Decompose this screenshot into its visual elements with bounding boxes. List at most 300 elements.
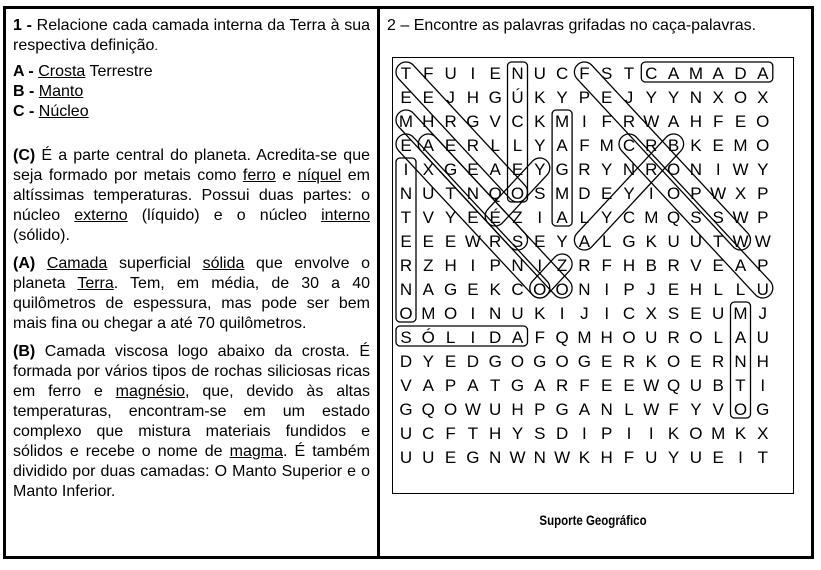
grid-letter[interactable]: B	[645, 256, 657, 275]
grid-letter[interactable]: E	[712, 256, 724, 275]
grid-letter[interactable]: H	[689, 112, 703, 131]
grid-letter[interactable]: F	[623, 448, 635, 467]
grid-letter[interactable]: E	[467, 160, 479, 179]
grid-letter[interactable]: M	[711, 424, 726, 443]
grid-letter[interactable]: R	[622, 352, 636, 371]
grid-letter[interactable]: I	[626, 424, 632, 443]
grid-letter[interactable]: E	[601, 184, 613, 203]
grid-letter[interactable]: O	[555, 280, 569, 299]
grid-letter[interactable]: T	[713, 232, 724, 251]
grid-letter[interactable]: O	[666, 184, 681, 203]
grid-letter[interactable]: F	[579, 136, 590, 155]
grid-letter[interactable]: X	[422, 160, 434, 179]
grid-letter[interactable]: L	[601, 232, 612, 251]
grid-letter[interactable]: U	[645, 448, 658, 467]
grid-letter[interactable]: D	[466, 352, 480, 371]
grid-letter[interactable]: Y	[690, 400, 702, 419]
grid-letter[interactable]: M	[398, 112, 414, 131]
grid-letter[interactable]: T	[400, 64, 412, 83]
grid-letter[interactable]: Y	[757, 160, 769, 179]
grid-letter[interactable]: H	[600, 328, 613, 347]
grid-letter[interactable]: H	[689, 280, 703, 299]
grid-letter[interactable]: W	[754, 232, 771, 251]
grid-letter[interactable]: N	[622, 160, 636, 179]
grid-letter[interactable]: S	[667, 304, 680, 323]
grid-letter[interactable]: L	[579, 208, 590, 227]
grid-letter[interactable]: P	[757, 184, 769, 203]
grid-letter[interactable]: I	[648, 184, 654, 203]
grid-letter[interactable]: O	[689, 424, 703, 443]
grid-letter[interactable]: H	[466, 88, 480, 107]
grid-letter[interactable]: M	[733, 304, 748, 323]
grid-letter[interactable]: C	[622, 208, 636, 227]
grid-letter[interactable]: D	[555, 424, 569, 443]
grid-letter[interactable]: S	[712, 208, 724, 227]
grid-letter[interactable]: U	[689, 376, 703, 395]
grid-letter[interactable]: H	[489, 424, 502, 443]
q1-period: .	[154, 38, 159, 53]
grid-letter[interactable]: F	[423, 64, 434, 83]
grid-letter[interactable]: C	[555, 64, 569, 83]
grid-letter[interactable]: A	[734, 256, 747, 275]
grid-letter[interactable]: U	[444, 64, 457, 83]
grid-letter[interactable]: Y	[601, 208, 613, 227]
grid-letter[interactable]: L	[713, 280, 723, 299]
grid-letter[interactable]: T	[445, 184, 456, 203]
grid-letter[interactable]: X	[645, 304, 657, 323]
grid-letter[interactable]: A	[511, 328, 524, 347]
grid-letter[interactable]: L	[445, 328, 456, 347]
grid-letter[interactable]: M	[555, 184, 570, 203]
grid-letter[interactable]: X	[712, 88, 724, 107]
grid-letter[interactable]: N	[511, 64, 524, 83]
grid-letter[interactable]: G	[488, 88, 502, 107]
grid-letter[interactable]: É	[489, 208, 501, 227]
grid-letter[interactable]: Y	[444, 208, 457, 227]
grid-letter[interactable]: Q	[555, 328, 569, 347]
grid-letter[interactable]: E	[601, 376, 613, 395]
grid-letter[interactable]: E	[690, 304, 702, 323]
grid-letter[interactable]: D	[489, 328, 502, 347]
grid-letter[interactable]: R	[578, 160, 591, 179]
grid-letter[interactable]: F	[445, 424, 456, 443]
grid-letter[interactable]: K	[489, 280, 501, 299]
grid-letter[interactable]: E	[444, 232, 457, 251]
grid-letter[interactable]: K	[534, 88, 546, 107]
grid-letter[interactable]: P	[444, 376, 457, 395]
grid-letter[interactable]: K	[690, 136, 702, 155]
grid-letter[interactable]: E	[467, 208, 479, 227]
grid-letter[interactable]: T	[490, 376, 501, 395]
grid-letter[interactable]: R	[667, 256, 680, 275]
grid-letter[interactable]: U	[712, 304, 725, 323]
grid-letter[interactable]: W	[643, 400, 660, 419]
grid-letter[interactable]: D	[399, 352, 413, 371]
grid-letter[interactable]: R	[555, 376, 569, 395]
grid-letter[interactable]: W	[464, 400, 481, 419]
grid-letter[interactable]: O	[733, 88, 748, 107]
grid-letter[interactable]: A	[422, 136, 434, 155]
grid-letter[interactable]: O	[666, 352, 681, 371]
grid-letter[interactable]: Y	[667, 88, 680, 107]
grid-letter[interactable]: K	[645, 232, 657, 251]
grid-letter[interactable]: H	[422, 112, 435, 131]
grid-letter[interactable]: N	[600, 400, 613, 419]
grid-letter[interactable]: D	[734, 64, 747, 83]
grid-letter[interactable]: U	[667, 232, 680, 251]
grid-letter[interactable]: Q	[666, 208, 681, 227]
grid-letter[interactable]: E	[400, 232, 412, 251]
grid-letter[interactable]: U	[533, 64, 546, 83]
grid-letter[interactable]: G	[533, 352, 547, 371]
grid-letter[interactable]: W	[509, 448, 526, 467]
grid-letter[interactable]: E	[601, 88, 613, 107]
grid-letter[interactable]: O	[756, 136, 770, 155]
grid-letter[interactable]: G	[488, 352, 502, 371]
definition-label: (A)	[13, 255, 36, 272]
grid-letter[interactable]: U	[645, 328, 658, 347]
grid-letter[interactable]: O	[733, 400, 748, 419]
grid-letter[interactable]: H	[511, 400, 524, 419]
grid-letter[interactable]: L	[735, 280, 746, 299]
grid-letter[interactable]: I	[403, 160, 409, 179]
grid-letter[interactable]: M	[577, 328, 592, 347]
grid-letter[interactable]: I	[648, 424, 654, 443]
grid-letter[interactable]: K	[667, 424, 680, 443]
grid-letter[interactable]: I	[470, 64, 476, 83]
grid-letter[interactable]: I	[604, 304, 610, 323]
grid-letter[interactable]: U	[422, 184, 435, 203]
grid-letter[interactable]: M	[733, 136, 748, 155]
grid-letter[interactable]: L	[624, 400, 634, 419]
grid-letter[interactable]: E	[444, 448, 457, 467]
grid-letter[interactable]: U	[399, 448, 413, 467]
grid-letter[interactable]: S	[534, 424, 546, 443]
grid-letter[interactable]: I	[470, 328, 476, 347]
grid-letter[interactable]: G	[555, 400, 569, 419]
grid-letter[interactable]: K	[534, 112, 546, 131]
grid-letter[interactable]: P	[690, 184, 702, 203]
grid-letter[interactable]: F	[668, 400, 679, 419]
grid-letter[interactable]: R	[444, 112, 457, 131]
grid-letter[interactable]: R	[622, 112, 636, 131]
option-0	[13, 62, 370, 82]
grid-letter[interactable]: G	[399, 400, 413, 419]
grid-letter[interactable]: N	[399, 184, 413, 203]
grid-letter[interactable]: V	[400, 376, 412, 395]
grid-letter[interactable]: J	[758, 304, 768, 323]
word-search-grid[interactable]	[392, 57, 794, 494]
grid-letter[interactable]: C	[645, 64, 658, 83]
grid-letter[interactable]: G	[510, 376, 525, 395]
grid-letter[interactable]: G	[555, 160, 569, 179]
grid-letter[interactable]: W	[643, 376, 660, 395]
grid-letter[interactable]: I	[559, 304, 565, 323]
grid-letter[interactable]: N	[689, 88, 703, 107]
grid-letter[interactable]: E	[400, 88, 412, 107]
grid-letter[interactable]: E	[489, 64, 501, 83]
grid-letter[interactable]: Y	[556, 232, 568, 251]
definition-1	[13, 254, 370, 334]
grid-letter[interactable]: S	[601, 64, 613, 83]
grid-letter[interactable]: T	[467, 424, 479, 443]
grid-letter[interactable]: W	[732, 208, 749, 227]
grid-letter[interactable]: N	[689, 160, 703, 179]
grid-letter[interactable]: G	[622, 232, 636, 251]
grid-letter[interactable]: A	[489, 160, 501, 179]
grid-letter[interactable]: C	[422, 424, 435, 443]
grid-letter[interactable]: P	[534, 400, 546, 419]
grid-letter[interactable]: N	[734, 352, 747, 371]
grid-letter[interactable]: A	[667, 64, 680, 83]
grid-letter[interactable]: K	[578, 448, 591, 467]
grid-letter[interactable]: C	[622, 304, 636, 323]
grid-letter[interactable]: E	[712, 448, 724, 467]
grid-letter[interactable]: O	[510, 352, 525, 371]
grid-letter[interactable]: J	[624, 88, 634, 107]
grid-letter[interactable]: E	[623, 376, 635, 395]
grid-letter[interactable]: U	[689, 232, 703, 251]
grid-letter[interactable]: R	[645, 136, 658, 155]
grid-letter[interactable]: E	[511, 160, 524, 179]
grid-letter[interactable]: R	[645, 160, 658, 179]
grid-letter[interactable]: E	[400, 136, 412, 155]
grid-letter[interactable]: I	[537, 208, 543, 227]
grid-letter[interactable]: H	[600, 448, 613, 467]
grid-letter[interactable]: V	[690, 256, 702, 275]
grid-letter[interactable]: F	[601, 256, 612, 275]
grid-letter[interactable]: F	[579, 376, 590, 395]
grid-letter[interactable]: I	[604, 280, 610, 299]
grid-letter[interactable]: J	[580, 304, 589, 323]
grid-letter[interactable]: F	[713, 112, 724, 131]
grid-letter[interactable]: R	[466, 136, 480, 155]
grid-letter[interactable]: U	[511, 304, 524, 323]
grid-letter[interactable]: C	[622, 136, 636, 155]
grid-letter[interactable]: A	[712, 64, 724, 83]
grid-letter[interactable]: R	[712, 352, 725, 371]
grid-letter[interactable]: Q	[666, 376, 681, 395]
grid-letter[interactable]: M	[555, 112, 570, 131]
grid-letter[interactable]: U	[756, 280, 769, 299]
grid-letter[interactable]: I	[470, 256, 476, 275]
grid-letter[interactable]: C	[511, 280, 524, 299]
grid-letter[interactable]: R	[489, 232, 502, 251]
grid-letter[interactable]: A	[467, 376, 479, 395]
grid-letter[interactable]: T	[757, 448, 768, 467]
grid-letter[interactable]: A	[422, 280, 434, 299]
definition-text: Camada viscosa logo abaixo da crosta. É formada por vários tipos de rochas siliciosas ricas em ferro e	[13, 343, 370, 400]
grid-letter[interactable]: T	[400, 208, 412, 227]
grid-letter[interactable]: I	[470, 304, 476, 323]
grid-letter[interactable]: P	[489, 256, 501, 275]
grid-letter[interactable]: A	[534, 376, 546, 395]
grid-letter[interactable]: K	[534, 304, 546, 323]
grid-letter[interactable]: O	[443, 400, 458, 419]
grid-letter[interactable]: X	[757, 88, 769, 107]
grid-letter[interactable]: E	[467, 280, 479, 299]
grid-letter[interactable]: Y	[623, 184, 635, 203]
grid-letter[interactable]: E	[734, 112, 747, 131]
grid-letter[interactable]: K	[734, 424, 747, 443]
option-letter: C -	[13, 103, 39, 120]
grid-letter[interactable]: G	[756, 400, 770, 419]
grid-letter[interactable]: Z	[556, 256, 568, 275]
grid-letter[interactable]: U	[489, 400, 502, 419]
grid-letter[interactable]: O	[555, 352, 569, 371]
grid-letter[interactable]: G	[443, 280, 458, 299]
grid-letter[interactable]: A	[578, 400, 591, 419]
grid-letter[interactable]: H	[444, 256, 457, 275]
grid-letter[interactable]: K	[645, 352, 657, 371]
grid-letter[interactable]: O	[510, 184, 525, 203]
keyword: magnésio	[115, 383, 186, 400]
grid-letter[interactable]: M	[644, 208, 659, 227]
grid-letter[interactable]: R	[578, 256, 591, 275]
grid-letter[interactable]: X	[757, 424, 769, 443]
grid-letter[interactable]: X	[734, 184, 747, 203]
grid-letter[interactable]: G	[577, 352, 592, 371]
grid-letter[interactable]: E	[444, 352, 457, 371]
grid-letter[interactable]: N	[578, 280, 591, 299]
grid-letter[interactable]: Z	[423, 256, 434, 275]
grid-letter[interactable]: L	[490, 136, 500, 155]
grid-letter[interactable]: G	[466, 448, 480, 467]
grid-letter[interactable]: E	[534, 232, 546, 251]
grid-letter[interactable]: I	[582, 424, 587, 443]
grid-letter[interactable]: Ó	[421, 328, 435, 347]
grid-letter[interactable]: A	[578, 232, 591, 251]
grid-letter[interactable]: O	[756, 112, 770, 131]
grid-letter[interactable]: I	[537, 256, 543, 275]
grid-letter[interactable]: U	[689, 448, 703, 467]
grid-letter[interactable]: U	[399, 424, 413, 443]
definition-text: superficial	[107, 255, 203, 272]
grid-letter[interactable]: A	[556, 136, 568, 155]
grid-letter[interactable]: Q	[421, 400, 435, 419]
grid-letter[interactable]: Y	[422, 352, 434, 371]
grid-letter[interactable]: W	[464, 232, 481, 251]
grid-letter[interactable]: W	[732, 232, 749, 251]
grid-letter[interactable]: O	[533, 280, 547, 299]
grid-letter[interactable]: N	[466, 184, 480, 203]
grid-letter[interactable]: N	[399, 280, 413, 299]
grid-letter[interactable]: P	[601, 424, 613, 443]
grid-letter[interactable]: P	[578, 88, 591, 107]
grid-letter[interactable]: J	[446, 88, 455, 107]
grid-letter[interactable]: P	[757, 208, 769, 227]
grid-letter[interactable]: Z	[512, 208, 523, 227]
grid-letter[interactable]: E	[444, 136, 457, 155]
grid-letter[interactable]: I	[760, 376, 766, 395]
grid-letter[interactable]: E	[422, 232, 434, 251]
grid-letter[interactable]: N	[489, 304, 502, 323]
grid-letter[interactable]: Y	[645, 88, 657, 107]
grid-letter[interactable]: H	[622, 256, 636, 275]
grid-letter[interactable]: J	[647, 280, 656, 299]
grid-letter[interactable]: B	[667, 136, 680, 155]
grid-letter[interactable]: O	[666, 160, 681, 179]
grid-letter[interactable]: E	[690, 352, 702, 371]
grid-letter[interactable]: Ú	[511, 88, 524, 107]
grid-letter[interactable]: T	[623, 64, 635, 83]
grid-letter[interactable]: S	[400, 328, 412, 347]
grid-letter[interactable]: P	[757, 256, 769, 275]
grid-letter[interactable]: W	[643, 112, 660, 131]
grid-letter[interactable]: W	[554, 448, 571, 467]
grid-letter[interactable]: Y	[667, 448, 680, 467]
grid-letter[interactable]: O	[443, 304, 458, 323]
definition-text: , que, devido às altas temperaturas, encontram-se em um estado complexo que mistura materiais fundidos e sólidos e recebe o nome de	[13, 383, 370, 460]
grid-letter[interactable]: Q	[488, 184, 502, 203]
grid-letter[interactable]: E	[422, 88, 434, 107]
grid-letter[interactable]: V	[422, 208, 434, 227]
grid-letter[interactable]: P	[623, 280, 635, 299]
grid-letter[interactable]: R	[667, 328, 680, 347]
grid-letter[interactable]: Y	[534, 160, 546, 179]
grid-letter[interactable]: E	[712, 136, 724, 155]
grid-letter[interactable]: V	[712, 400, 724, 419]
grid-letter[interactable]: R	[399, 256, 413, 275]
grid-letter[interactable]: S	[511, 232, 524, 251]
grid-letter[interactable]: M	[688, 64, 703, 83]
grid-letter[interactable]: D	[578, 184, 591, 203]
grid-letter[interactable]: I	[582, 112, 587, 131]
grid-letter[interactable]: I	[738, 448, 743, 467]
grid-letter[interactable]: A	[556, 208, 568, 227]
grid-letter[interactable]: V	[489, 112, 501, 131]
grid-letter[interactable]: U	[756, 328, 769, 347]
grid-letter[interactable]: O	[689, 328, 703, 347]
grid-letter[interactable]: O	[399, 304, 413, 323]
grid-letter[interactable]: U	[422, 448, 435, 467]
grid-letter[interactable]: E	[667, 280, 680, 299]
grid-letter[interactable]: F	[534, 328, 545, 347]
grid-letter[interactable]: H	[756, 352, 769, 371]
grid-letter[interactable]: F	[579, 64, 590, 83]
grid-letter[interactable]: A	[667, 112, 680, 131]
grid-letter[interactable]: L	[713, 328, 723, 347]
grid-letter[interactable]: S	[690, 208, 702, 227]
grid-letter[interactable]: N	[511, 256, 524, 275]
grid-letter[interactable]: B	[712, 376, 724, 395]
grid-letter[interactable]: M	[599, 136, 614, 155]
grid-letter[interactable]: L	[512, 136, 523, 155]
grid-letter[interactable]: A	[734, 328, 747, 347]
grid-letter[interactable]: E	[601, 352, 613, 371]
grid-letter[interactable]: A	[422, 376, 434, 395]
grid-letter[interactable]: G	[466, 112, 480, 131]
grid-letter[interactable]: T	[735, 376, 746, 395]
grid-letter[interactable]: M	[421, 304, 436, 323]
grid-letter[interactable]: N	[489, 448, 502, 467]
grid-letter[interactable]: S	[534, 184, 546, 203]
grid-letter[interactable]: Y	[534, 136, 546, 155]
grid-letter[interactable]: A	[757, 64, 769, 83]
grid-letter[interactable]: G	[443, 160, 458, 179]
question-1	[13, 16, 370, 502]
grid-letter[interactable]: O	[622, 328, 636, 347]
grid-letter[interactable]: W	[710, 184, 727, 203]
grid-letter[interactable]: Y	[601, 160, 613, 179]
grid-letter[interactable]: Y	[511, 424, 524, 443]
grid-letter[interactable]: C	[511, 112, 524, 131]
grid-letter[interactable]: F	[601, 112, 612, 131]
grid-letter[interactable]: Y	[556, 88, 568, 107]
grid-letter[interactable]: I	[715, 160, 721, 179]
grid-letter[interactable]: W	[732, 160, 749, 179]
grid-letter[interactable]: N	[533, 448, 546, 467]
